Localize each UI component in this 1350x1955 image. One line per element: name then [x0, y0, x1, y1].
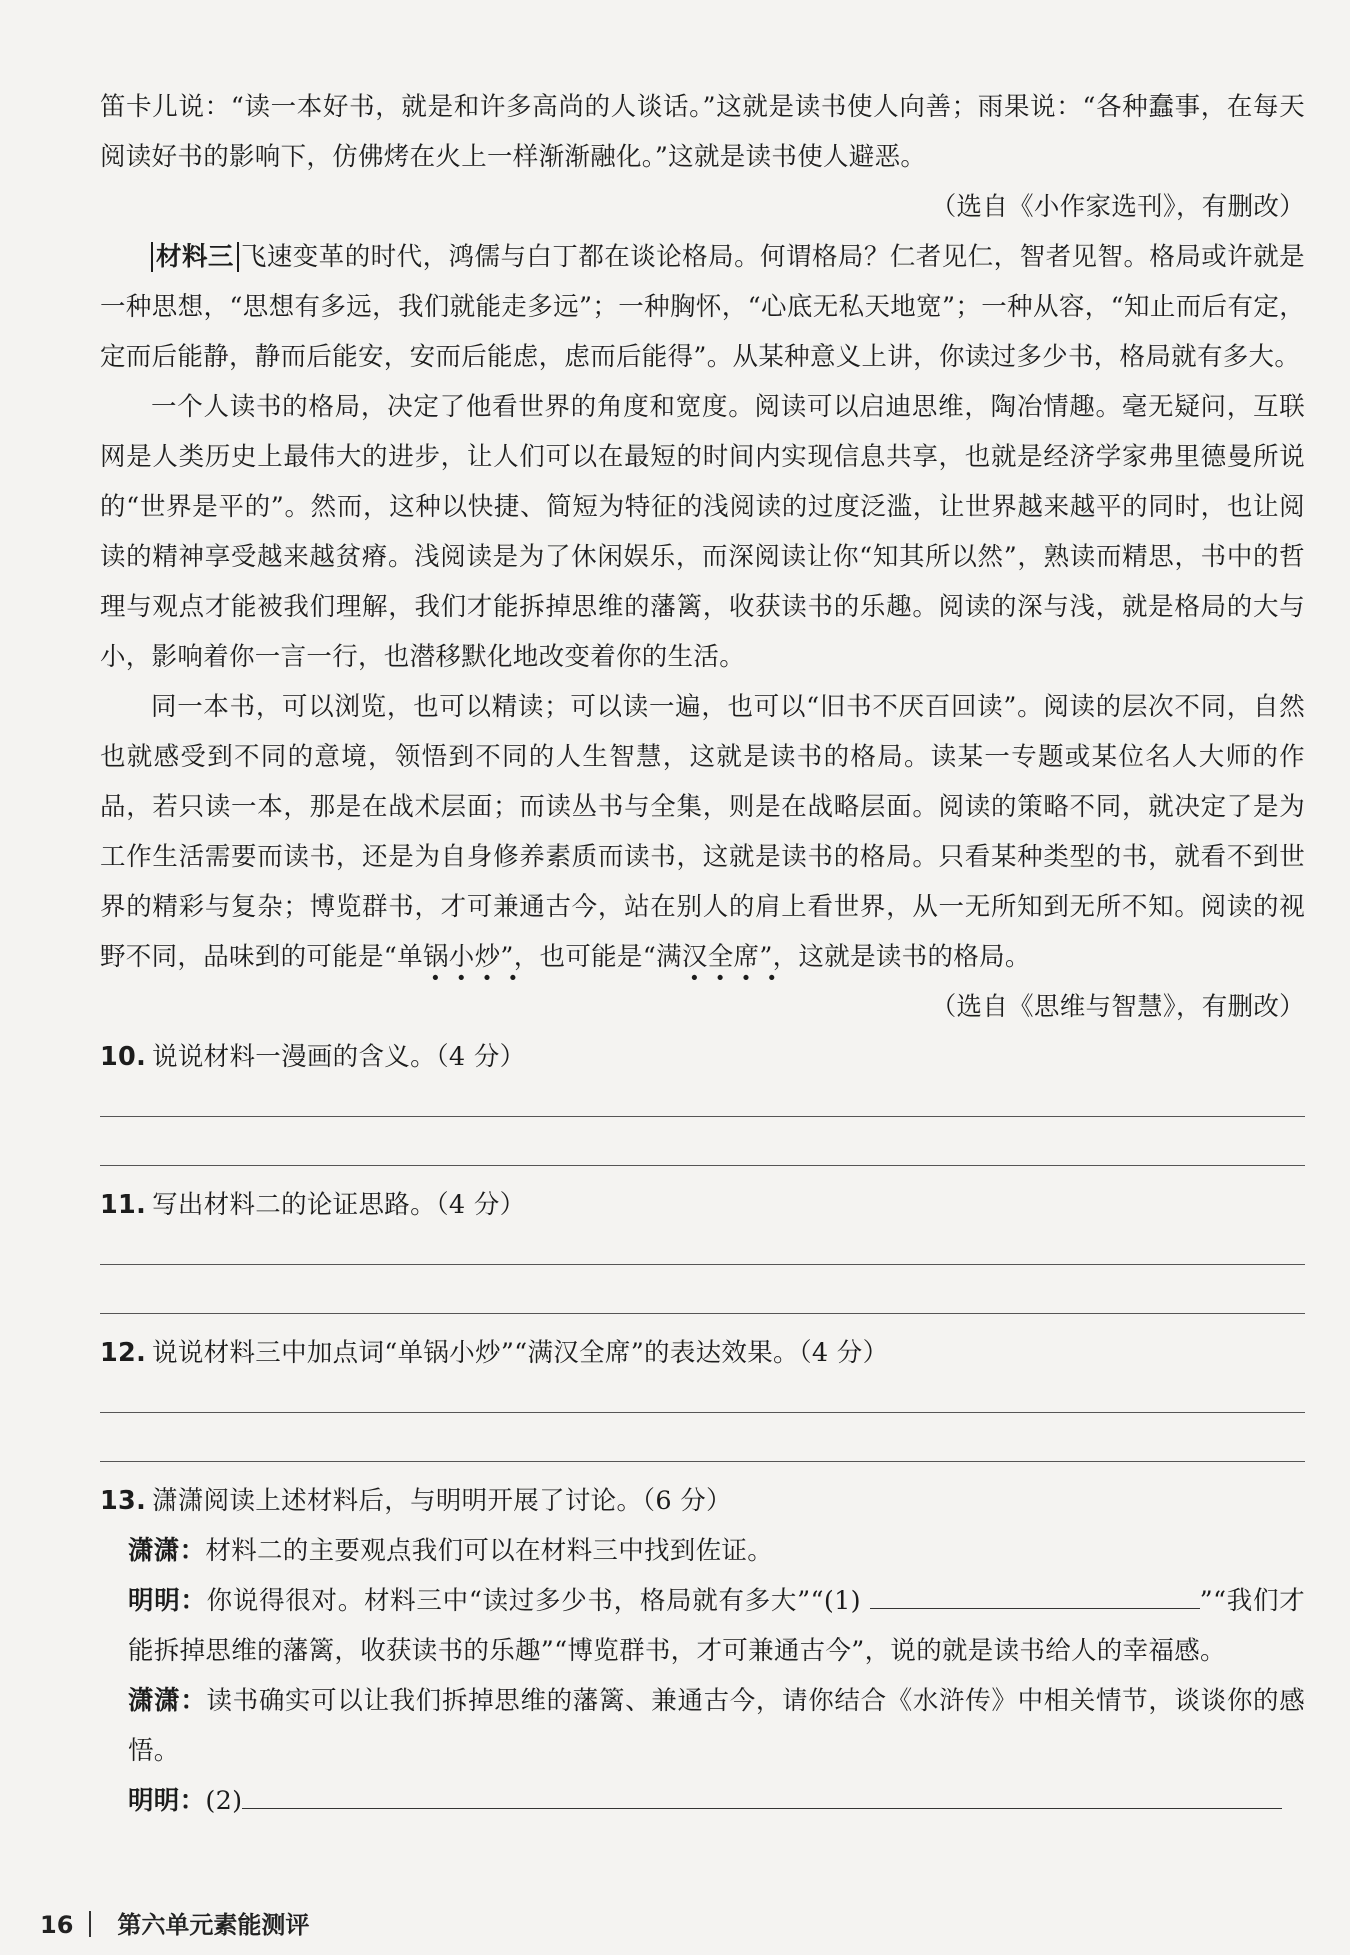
question-text: 说说材料三中加点词“单锅小炒”“满汉全席”的表达效果。（4 分）	[152, 1338, 889, 1368]
question-text: 潇潇阅读上述材料后，与明明开展了讨论。（6 分）	[152, 1486, 732, 1516]
dotted-char: 小	[448, 942, 475, 972]
material-three-paragraph-2: 一个人读书的格局，决定了他看世界的角度和宽度。阅读可以启迪思维，陶冶情趣。毫无疑问，互联网是人类历史上最伟大的进步，让人们可以在最短的时间内实现信息共享，也就是经济学家弗里德曼所说的“世界是平的”。然而，这种以快捷、简短为特征的浅阅读的过度泛滥，让世界越来越平的同时，也让阅读的精神享受越来越贫瘠。浅阅读是为了休闲娱乐，而深阅读让你“知其所以然”，熟读而精思，书中的哲理与观点才能被我们理解，我们才能拆掉思维的藩篱，收获读书的乐趣。阅读的深与浅，就是格局的大与小，影响着你一言一行，也潜移默化地改变着你的生活。	[100, 392, 1305, 672]
question-12	[100, 1328, 1305, 1378]
question-10	[100, 1032, 1305, 1082]
paragraph-3-text-a: 同一本书，可以浏览，也可以精读；可以读一遍，也可以“旧书不厌百回读”。阅读的层次不同，自然也就感受到不同的意境，领悟到不同的人生智慧，这就是读书的格局。读某一专题或某位名人大师的作品，若只读一本，那是在战术层面；而读丛书与全集，则是在战略层面。阅读的策略不同，就决定了是为工作生活需要而读书，还是为自身修养素质而读书，这就是读书的格局。只看某种类型的书，就看不到世界的精彩与复杂；博览群书，才可兼通古今，站在别人的肩上看世界，从一无所知到无所不知。阅读的视野不同，品味到的可能是“	[100, 692, 1305, 972]
dialogue-text: 读书确实可以让我们拆掉思维的藩篱、兼通古今，请你结合《水浒传》中相关情节，谈谈你的感悟。	[128, 1686, 1305, 1766]
page-content	[100, 82, 1305, 1826]
dotted-char: 汉	[681, 942, 708, 972]
dotted-char: 席	[733, 942, 760, 972]
source-citation-3: （选自《思维与智慧》，有删改）	[930, 992, 1305, 1022]
speaker-label: 明明：	[128, 1586, 207, 1616]
material-three-paragraph-1	[100, 232, 1305, 382]
paragraph-3-text-c: ”，这就是读书的格局。	[759, 942, 1031, 972]
dialogue-text: 你说得很对。材料三中“读过多少书，格局就有多大”“(1)	[206, 1586, 870, 1616]
page-footer	[40, 1905, 309, 1940]
answer-line[interactable]	[100, 1279, 1305, 1314]
dotted-char: 炒	[474, 942, 501, 972]
fill-blank-2[interactable]	[242, 1808, 1282, 1809]
dotted-char: 满	[656, 942, 682, 972]
dialogue-text: (2)	[205, 1786, 243, 1816]
dialogue-line-1	[100, 1526, 1305, 1576]
passage-continuation: 笛卡儿说：“读一本好书，就是和许多高尚的人谈话。”这就是读书使人向善；雨果说：“各种蠢事，在每天阅读好书的影响下，仿佛烤在火上一样渐渐融化。”这就是读书使人避恶。	[100, 92, 1305, 172]
question-number: 10.	[100, 1042, 147, 1072]
dialogue-line-3	[100, 1676, 1305, 1776]
question-number: 13.	[100, 1486, 147, 1516]
source-citation-2: （选自《小作家选刊》，有删改）	[930, 192, 1305, 222]
dotted-char: 锅	[422, 942, 449, 972]
material-three-text-1: 飞速变革的时代，鸿儒与白丁都在谈论格局。何谓格局？仁者见仁，智者见智。格局或许就是一种思想，“思想有多远，我们就能走多远”；一种胸怀，“心底无私天地宽”；一种从容，“知止而后有定，定而后能静，静而后能安，安而后能虑，虑而后能得”。从某种意义上讲，你读过多少书，格局就有多大。	[100, 242, 1305, 372]
question-number: 11.	[100, 1190, 147, 1220]
footer-divider	[89, 1911, 91, 1937]
material-three-tag: 材料三	[151, 242, 239, 272]
question-13	[100, 1476, 1305, 1526]
fill-blank-1[interactable]	[870, 1608, 1200, 1609]
question-text: 写出材料二的论证思路。（4 分）	[152, 1190, 526, 1220]
answer-line[interactable]	[100, 1131, 1305, 1166]
speaker-label: 明明：	[128, 1786, 206, 1816]
question-number: 12.	[100, 1338, 147, 1368]
dotted-char: 单	[397, 942, 423, 972]
speaker-label: 潇潇：	[128, 1536, 206, 1566]
page-number: 16	[40, 1911, 74, 1939]
material-three-paragraph-3	[100, 682, 1305, 982]
answer-line[interactable]	[100, 1427, 1305, 1462]
dialogue-text: 材料二的主要观点我们可以在材料三中找到佐证。	[205, 1536, 774, 1566]
paragraph-3-text-b: ”，也可能是“	[500, 942, 657, 972]
question-text: 说说材料一漫画的含义。（4 分）	[152, 1042, 526, 1072]
dotted-char: 全	[707, 942, 734, 972]
answer-line[interactable]	[100, 1378, 1305, 1413]
answer-line[interactable]	[100, 1082, 1305, 1117]
answer-line[interactable]	[100, 1230, 1305, 1265]
unit-title: 第六单元素能测评	[117, 1911, 310, 1939]
question-11	[100, 1180, 1305, 1230]
dialogue-text: ”“我们才能拆掉思维的藩篱，收获读书的乐趣”“博览群书，才可兼通古今”，说的就是读书给人的幸福感。	[128, 1586, 1305, 1666]
dialogue-line-4	[100, 1776, 1305, 1826]
speaker-label: 潇潇：	[128, 1686, 207, 1716]
dialogue-line-2	[100, 1576, 1305, 1676]
